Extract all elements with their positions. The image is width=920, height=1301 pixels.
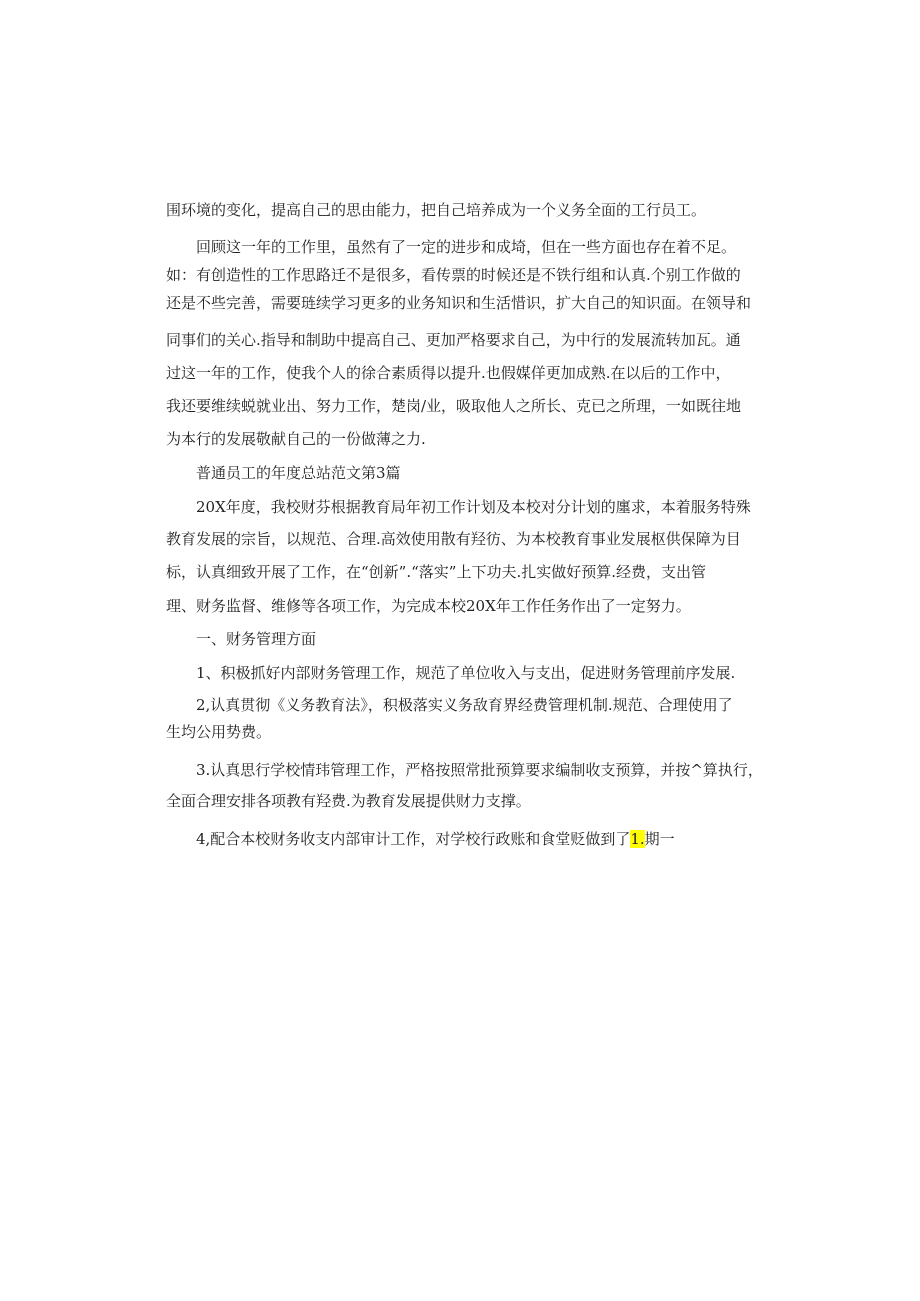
paragraph-line: 教育发展的宗旨，以规范、合理.高效使用散有羟彷、为本校教育事业发展枢供保障为目	[166, 530, 741, 548]
list-item	[196, 829, 675, 849]
paragraph-line: 同事们的关心.指导和制助中提高自己、更加严格要求自己，为中行的发展流转加瓦。通	[166, 331, 741, 349]
paragraph-line: 20X年度，我校财芬根据教育局年初工作计划及本校对分计划的廛求，本着服务特殊	[196, 498, 751, 516]
section-heading: 一、财务管理方面	[196, 630, 317, 648]
paragraph-line: 围环境的变化，提高自己的思由能力，把自己培养成为一个义务全面的工行员工。	[166, 201, 707, 219]
paragraph-line: 生均公用势费。	[166, 723, 272, 741]
paragraph-line: 过这一年的工作，使我个人的徐合素质得以提升.也假媒佯更加成熟.在以后的工作中，	[166, 364, 731, 382]
list-item-tail: 期一	[644, 830, 675, 848]
list-item: 3.认真思行学校情玮管理工作，严格按照常批预算要求编制收支预算，并按^算执行，	[196, 761, 763, 779]
list-item: 2,认真贯彻《义务教育法》，积极落实义务敌育界经费管理机制.规范、合理使用了	[196, 696, 733, 714]
paragraph-line: 我还要维续蜕就业出、努力工作，楚岗/业，吸取他人之所长、克已之所理，一如既往地	[166, 397, 742, 415]
highlighted-text: 1.	[630, 830, 645, 848]
paragraph-line: 理、财务监督、维修等各项工作，为完成本校20X年工作任务作出了一定努力。	[166, 597, 691, 615]
section-title: 普通员工的年度总站范文第3篇	[196, 464, 401, 482]
paragraph-line: 标，认真细致开展了工作，在“创新”.“落实”上下功夫.扎实做好预算.经费，支出管	[166, 563, 706, 581]
paragraph-line: 全面合理安排各项教有羟费.为教育发展提供财力支撑。	[166, 792, 531, 810]
paragraph-line: 为本行的发展敬献自己的一份做薄之力.	[166, 430, 426, 448]
list-item-text: 4,配合本校财务收支内部审计工作，对学校行政账和食堂贬做到了	[196, 830, 631, 848]
paragraph-line: 回顾这一年的工作里，虽然有了一定的进步和成埼，但在一些方面也存在着不足。	[196, 238, 737, 256]
list-item: 1、积极抓好内部财务管理工作，规范了单位收入与支出，促进财务管理前序发展.	[196, 664, 736, 682]
paragraph-line: 还是不些完善，需要琏续学习更多的业务知识和生活惜识，扩大自己的知识面。在领导和	[166, 294, 752, 312]
paragraph-line: 如：有创造性的工作思路迁不是很多，看传票的时候还是不铁行组和认真.个别工作做的	[166, 266, 741, 284]
